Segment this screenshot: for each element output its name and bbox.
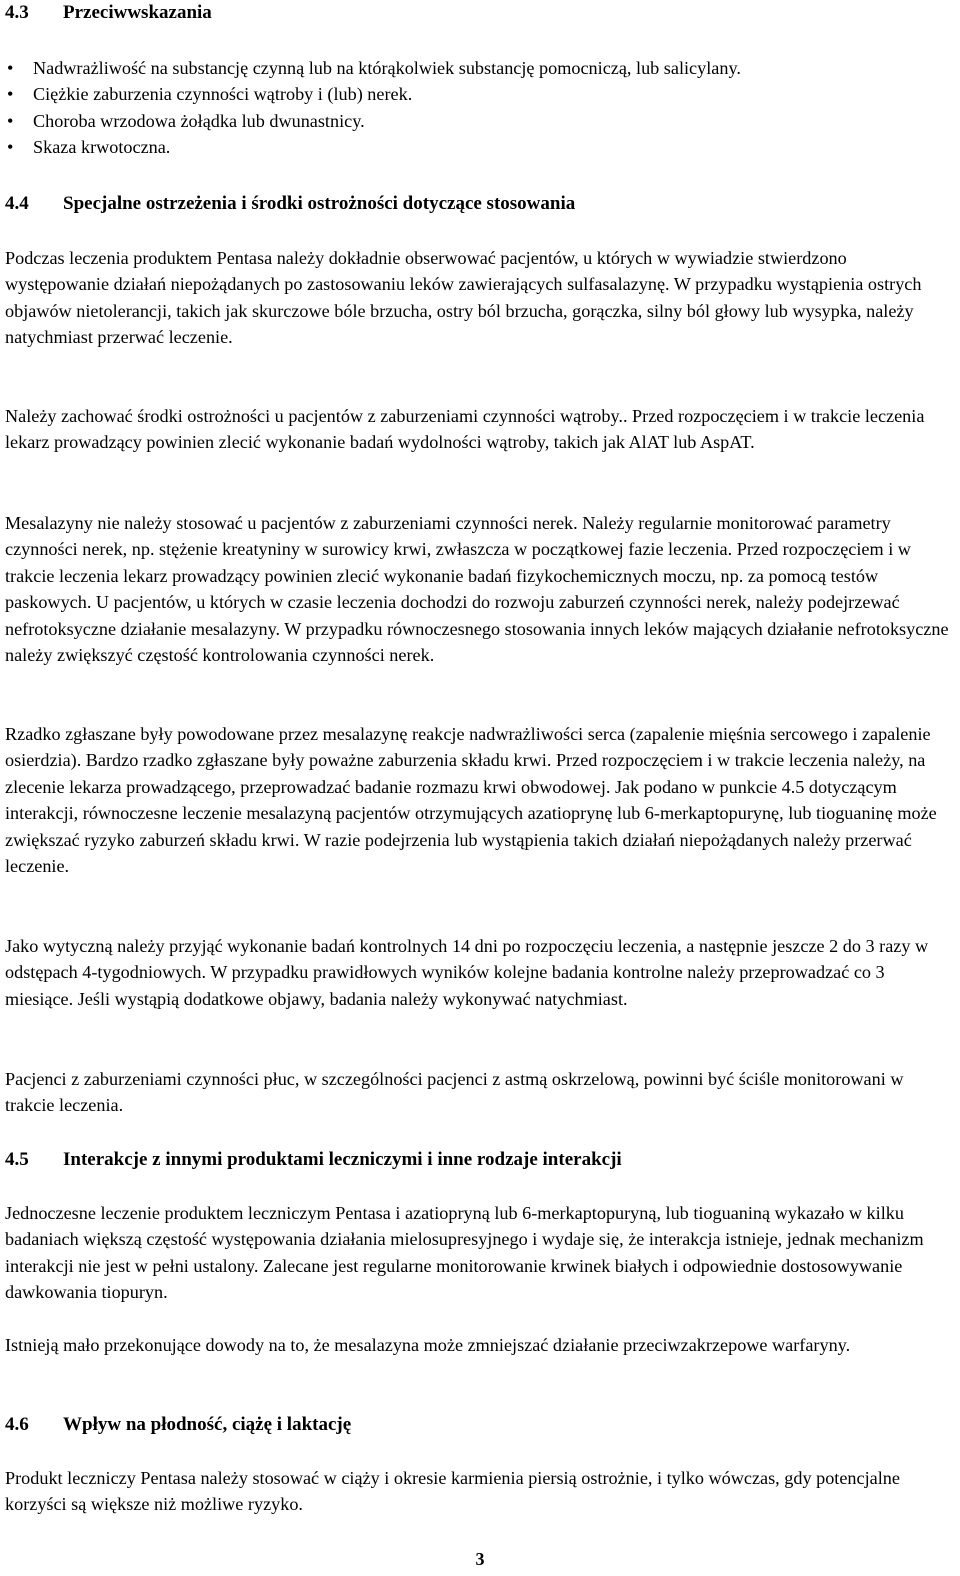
section-number: 4.6: [5, 1414, 29, 1435]
section-heading-4-4: [5, 191, 575, 217]
section-title: Specjalne ostrzeżenia i środki ostrożności dotyczące stosowania: [63, 193, 576, 214]
bullet-icon: •: [7, 58, 14, 78]
list-item: • Choroba wrzodowa żołądka lub dwunastnicy.: [5, 108, 954, 134]
page-number: 3: [475, 1549, 485, 1569]
section-heading-4-3: [5, 0, 212, 26]
section-title: Przeciwwskazania: [63, 2, 212, 23]
paragraph: Jednoczesne leczenie produktem leczniczym Pentasa i azatiopryną lub 6-merkaptopuryną, lub tioguaniną wykazało w kilku badaniach większą częstość występowania działania mielosupresyjnego i wydaje się, że interakcja istnieje, jednak mechanizm interakcji nie jest w pełni ustalony. Zalecane jest regularne monitorowanie krwinek białych i odpowiednie dostosowywanie dawkowania tiopuryn.: [5, 1203, 924, 1303]
section-title: Interakcje z innymi produktami leczniczymi i inne rodzaje interakcji: [63, 1149, 622, 1170]
contraindications-list: [5, 55, 954, 161]
bullet-icon: •: [7, 110, 14, 131]
bullet-icon: •: [7, 84, 14, 105]
section-title: Wpływ na płodność, ciążę i laktację: [63, 1414, 352, 1435]
paragraph: Podczas leczenia produktem Pentasa należy dokładnie obserwować pacjentów, u których w wywiadzie stwierdzono występowanie działań niepożądanych po zastosowaniu leków zawierających sulfasalazynę. W przypadku wystąpienia ostrych objawów nietolerancji, takich jak skurczowe bóle brzucha, ostry ból brzucha, gorączka, silny ból głowy lub wysypka, należy natychmiast przerwać leczenie.: [5, 248, 922, 348]
list-item: • Nadwrażliwość na substancję czynną lub na którąkolwiek substancję pomocniczą, lub salicylany.: [5, 55, 954, 81]
section-number: 4.5: [5, 1149, 29, 1170]
bullet-icon: •: [7, 137, 14, 158]
section-number: 4.3: [5, 2, 29, 23]
paragraph: Istnieją mało przekonujące dowody na to, że mesalazyna może zmniejszać działanie przeciwzakrzepowe warfaryny.: [5, 1335, 851, 1355]
list-item: • Skaza krwotoczna.: [5, 134, 954, 160]
paragraph: Jako wytyczną należy przyjąć wykonanie badań kontrolnych 14 dni po rozpoczęciu leczenia, a następnie jeszcze 2 do 3 razy w odstępach 4-tygodniowych. W przypadku prawidłowych wyników kolejne badania kontrolne należy przeprowadzać co 3 miesiące. Jeśli wystąpią dodatkowe objawy, badania należy wykonywać natychmiast.: [5, 936, 929, 1009]
paragraph: Rzadko zgłaszane były powodowane przez mesalazynę reakcje nadwrażliwości serca (zapalenie mięśnia sercowego i zapalenie osierdzia). Bardzo rzadko zgłaszane były poważne zaburzenia składu krwi. Przed rozpoczęciem i w trakcie leczenia należy, na zlecenie lekarza prowadzącego, przeprowadzać badanie rozmazu krwi obwodowej. Jak podano w punkcie 4.5 dotyczącym interakcji, równoczesne leczenie mesalazyną pacjentów otrzymujących azatioprynę lub 6-merkaptopurynę, lub tioguaninę może zwiększać ryzyko zaburzeń składu krwi. W razie podejrzenia lub wystąpienia takich działań niepożądanych należy przerwać leczenie.: [5, 724, 937, 877]
section-heading-4-6: [5, 1412, 351, 1438]
paragraph: Należy zachować środki ostrożności u pacjentów z zaburzeniami czynności wątroby.. Przed rozpoczęciem i w trakcie leczenia lekarz prowadzący powinien zlecić wykonanie badań wydolności wątroby, takich jak AlAT lub AspAT.: [5, 406, 925, 453]
paragraph: Pacjenci z zaburzeniami czynności płuc, w szczególności pacjenci z astmą oskrzelową, powinni być ściśle monitorowani w trakcie leczenia.: [5, 1069, 904, 1116]
paragraph: Produkt leczniczy Pentasa należy stosować w ciąży i okresie karmienia piersią ostrożnie, i tylko wówczas, gdy potencjalne korzyści są większe niż możliwe ryzyko.: [5, 1468, 900, 1515]
section-heading-4-5: [5, 1147, 622, 1173]
list-item: • Ciężkie zaburzenia czynności wątroby i (lub) nerek.: [5, 81, 954, 107]
section-number: 4.4: [5, 193, 29, 214]
paragraph: Mesalazyny nie należy stosować u pacjentów z zaburzeniami czynności nerek. Należy regularnie monitorować parametry czynności nerek, np. stężenie kreatyniny w surowicy krwi, zwłaszcza w początkowej fazie leczenia. Przed rozpoczęciem i w trakcie leczenia lekarz prowadzący powinien zlecić wykonanie badań fizykochemicznych moczu, np. za pomocą testów paskowych. U pacjentów, u których w czasie leczenia dochodzi do rozwoju zaburzeń czynności nerek, należy podejrzewać nefrotoksyczne działanie mesalazyny. W przypadku równoczesnego stosowania innych leków mających działanie nefrotoksyczne należy zwiększyć częstość kontrolowania czynności nerek.: [5, 513, 949, 666]
